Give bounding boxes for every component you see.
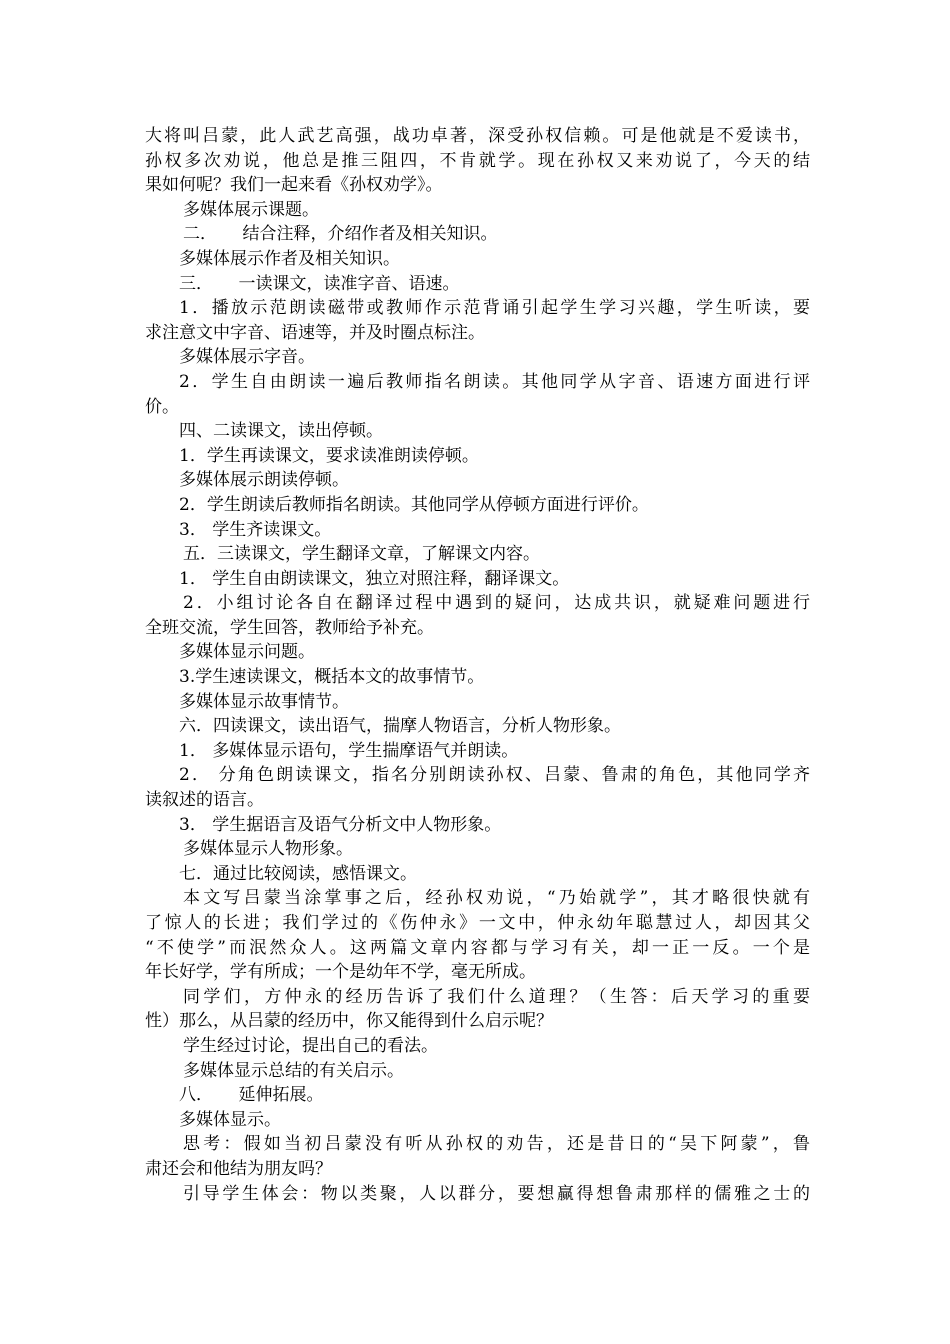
text-line: 年长好学，学有所成；一个是幼年不学，毫无所成。 [145, 962, 536, 983]
text-line: 求注意文中字音、语速等，并及时圈点标注。 [145, 322, 485, 343]
text-line: 3.学生速读课文，概括本文的故事情节。 [179, 667, 485, 688]
text-line: 多媒体显示问题。 [179, 642, 315, 663]
text-line: 了惊人的长进；我们学过的《伤仲永》一文中，仲永幼年聪慧过人，却因其父 [145, 913, 810, 933]
text-line: 性）那么，从吕蒙的经历中，你又能得到什么启示呢？ [145, 1011, 553, 1032]
text-line: 全班交流，学生回答，教师给予补充。 [145, 617, 434, 638]
text-line: 多媒体展示作者及相关知识。 [179, 248, 400, 269]
text-line: 二． 结合注释，介绍作者及相关知识。 [183, 224, 498, 245]
text-line: 1． 学生自由朗读课文，独立对照注释，翻译课文。 [179, 568, 570, 589]
text-line: 1．学生再读课文，要求读准朗读停顿。 [179, 445, 479, 466]
text-line: 2．学生朗读后教师指名朗读。其他同学从停顿方面进行评价。 [179, 494, 649, 515]
text-line: 多媒体展示课题。 [183, 199, 319, 220]
text-line: “不使学”而泯然众人。这两篇文章内容都与学习有关，却一正一反。一个是 [145, 937, 810, 958]
text-line: 学生经过讨论，提出自己的看法。 [183, 1035, 438, 1056]
text-line: 1．播放示范朗读磁带或教师作示范背诵引起学生学习兴趣，学生听读，要 [179, 298, 810, 319]
text-line: 同学们，方仲永的经历告诉了我们什么道理？（生答：后天学习的重要 [183, 986, 810, 1007]
document-page [145, 124, 810, 1206]
text-line: 3． 学生据语言及语气分析文中人物形象。 [179, 814, 502, 835]
text-line: 思考：假如当初吕蒙没有听从孙权的劝告，还是昔日的“吴下阿蒙”，鲁 [183, 1134, 810, 1155]
text-line: 肃还会和他结为朋友吗？ [145, 1158, 332, 1179]
text-line: 2． 分角色朗读课文，指名分别朗读孙权、吕蒙、鲁肃的角色，其他同学齐 [179, 765, 810, 786]
text-line: 五．三读课文，学生翻译文章，了解课文内容。 [183, 544, 540, 565]
text-line: 引导学生体会：物以类聚，人以群分，要想赢得想鲁肃那样的儒雅之士的 [183, 1183, 810, 1204]
text-line: 多媒体显示。 [179, 1109, 281, 1130]
text-line: 2．学生自由朗读一遍后教师指名朗读。其他同学从字音、语速方面进行评 [179, 371, 810, 392]
text-line: 本文写吕蒙当涂掌事之后，经孙权劝说，“乃始就学”，其才略很快就有 [183, 888, 810, 909]
text-line: 六．四读课文，读出语气，揣摩人物语言，分析人物形象。 [179, 716, 621, 737]
text-line: 多媒体显示总结的有关启示。 [183, 1060, 404, 1081]
text-line: 价。 [145, 396, 179, 417]
text-line: 多媒体展示朗读停顿。 [179, 470, 349, 491]
text-line: 八． 延伸拓展。 [179, 1085, 324, 1106]
text-line: 四、二读课文，读出停顿。 [179, 421, 383, 442]
text-line: 果如何呢？我们一起来看《孙权劝学》。 [145, 175, 443, 196]
text-line: 七．通过比较阅读，感悟课文。 [179, 863, 417, 884]
text-line: 大将叫吕蒙，此人武艺高强，战功卓著，深受孙权信赖。可是他就是不爱读书， [145, 126, 810, 146]
text-line: 2．小组讨论各自在翻译过程中遇到的疑问，达成共识，就疑难问题进行 [183, 593, 810, 614]
text-line: 1． 多媒体显示语句，学生揣摩语气并朗读。 [179, 740, 519, 761]
text-line: 多媒体展示字音。 [179, 347, 315, 368]
text-line: 三． 一读课文，读准字音、语速。 [179, 273, 460, 294]
text-line: 多媒体显示人物形象。 [183, 839, 353, 860]
text-line: 多媒体显示故事情节。 [179, 691, 349, 712]
text-line: 3． 学生齐读课文。 [179, 519, 332, 540]
text-line: 孙权多次劝说，他总是推三阻四，不肯就学。现在孙权又来劝说了，今天的结 [145, 150, 810, 171]
text-line: 读叙述的语言。 [145, 790, 264, 811]
